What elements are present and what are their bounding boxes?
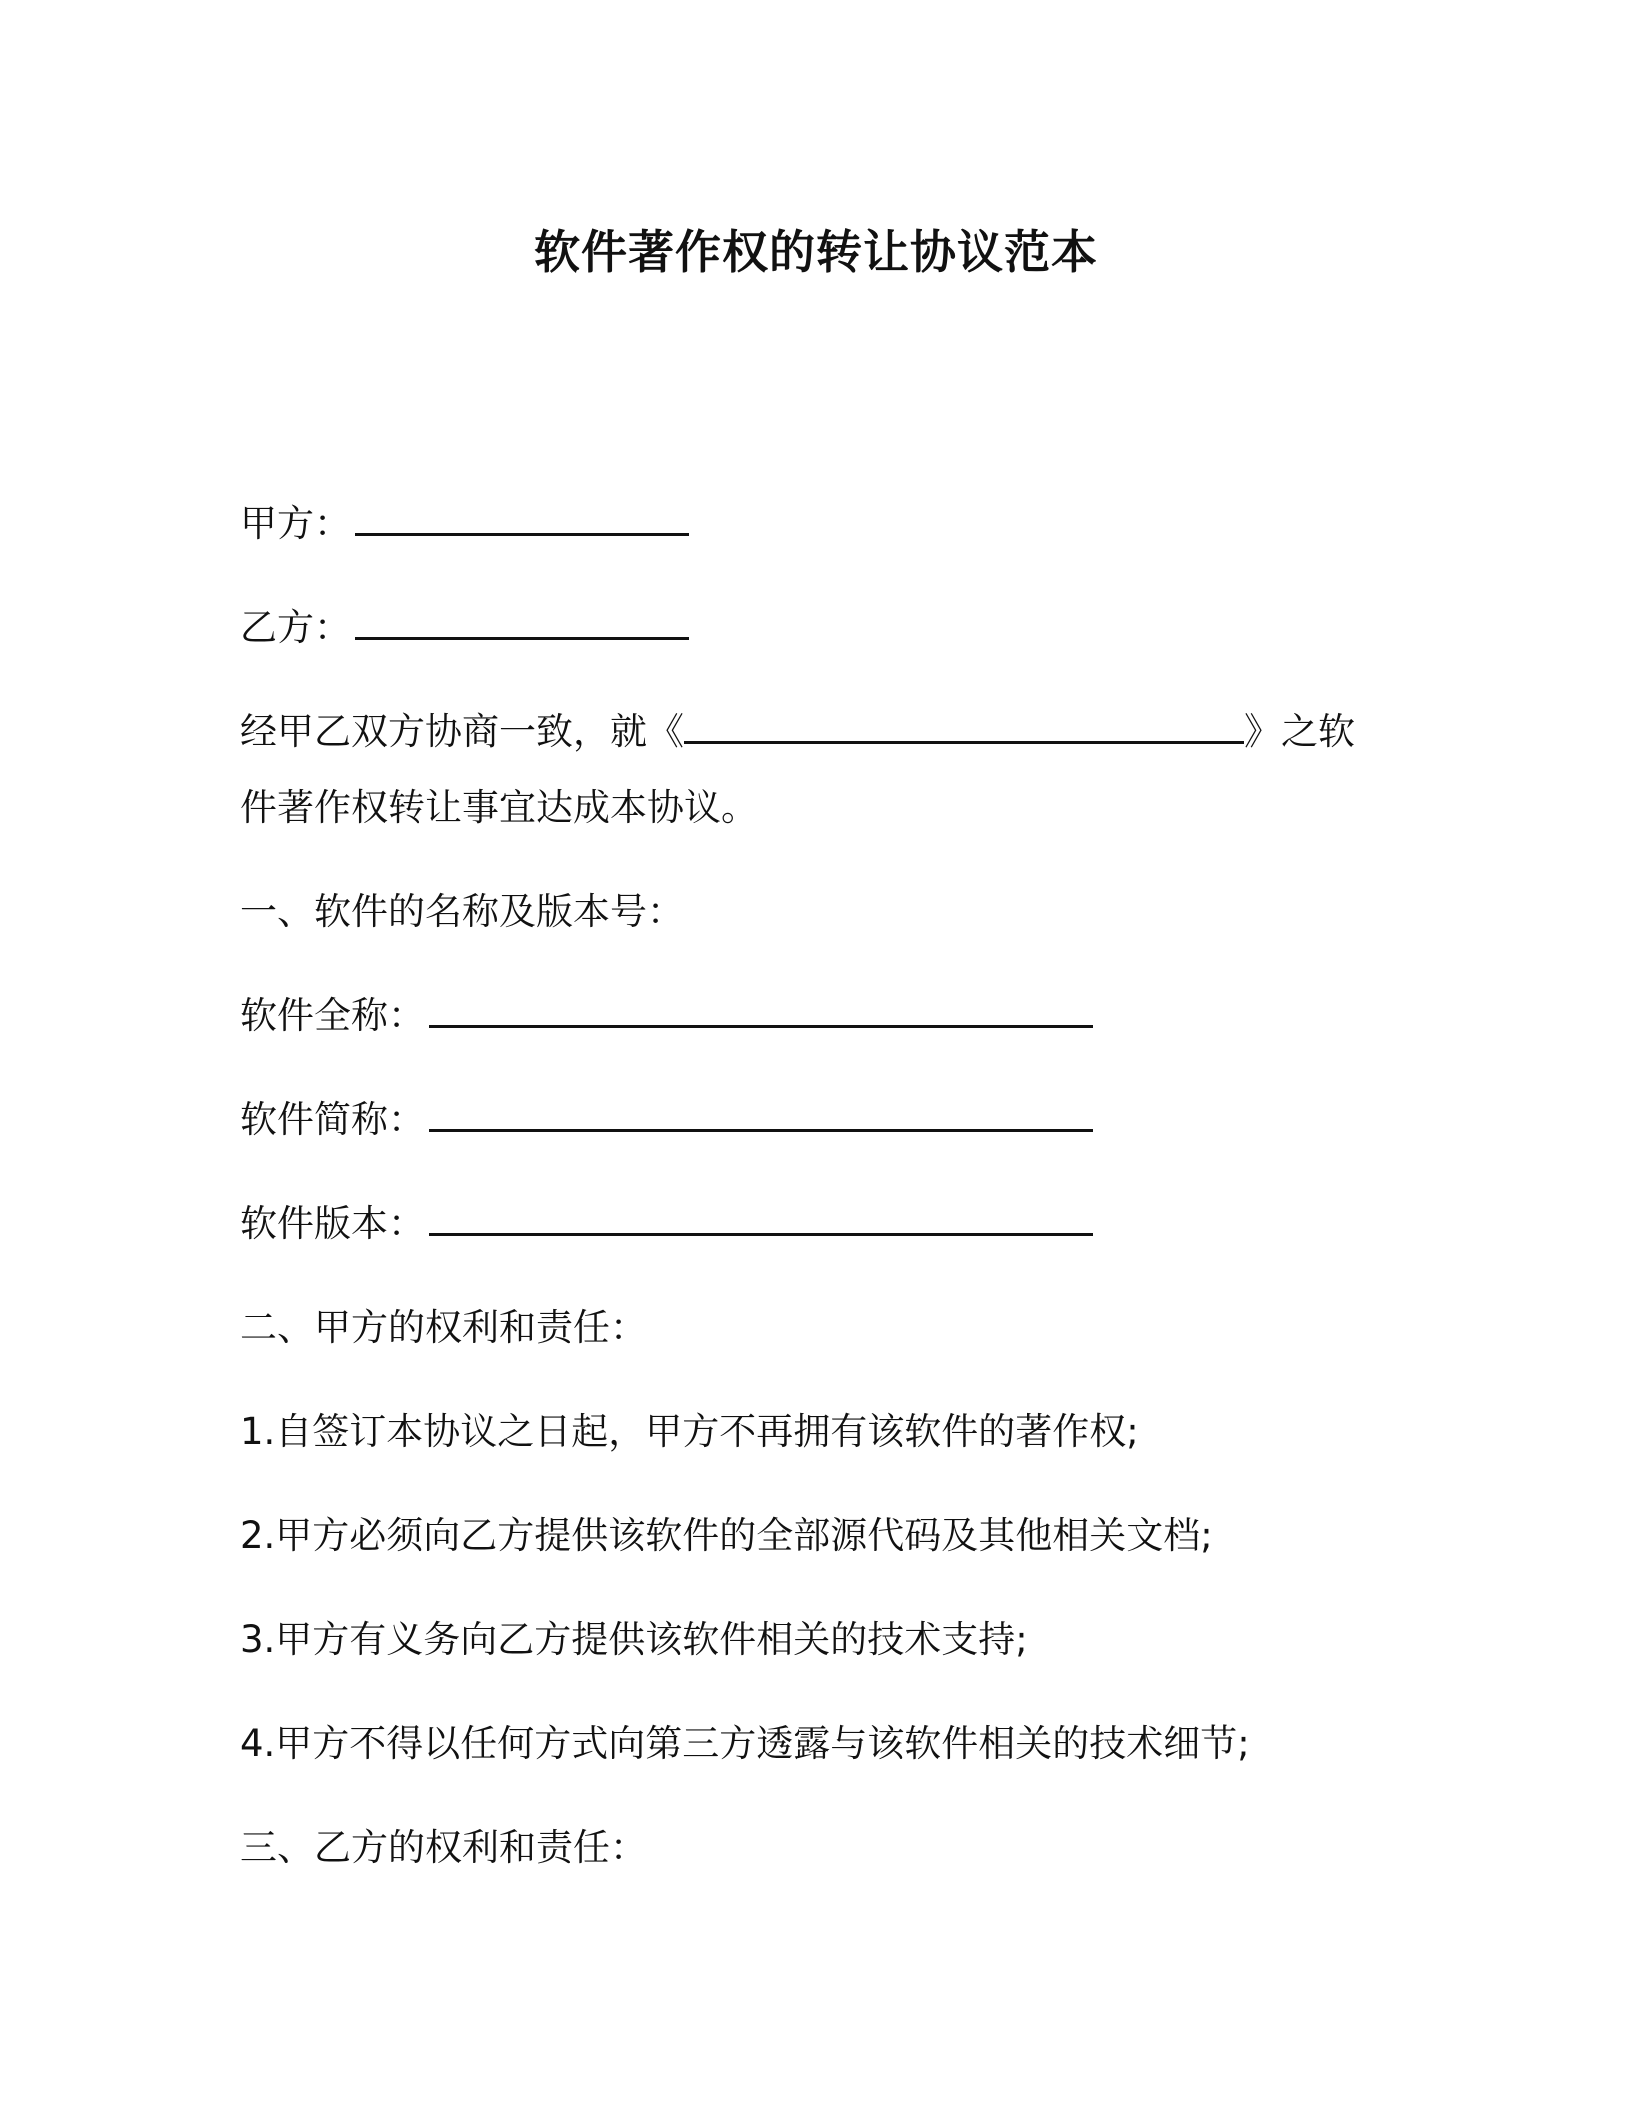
- party-b-line: [240, 602, 689, 654]
- party-a-label: 甲方：: [240, 502, 351, 545]
- section-2-item: 1.自签订本协议之日起，甲方不再拥有该软件的著作权;: [240, 1410, 1139, 1453]
- software-short-name-line: [240, 1094, 1093, 1146]
- software-title-blank[interactable]: [684, 740, 1244, 744]
- intro-line-1: [240, 706, 1355, 758]
- party-a-blank[interactable]: [355, 532, 689, 536]
- section-2-heading: 二、甲方的权利和责任：: [240, 1306, 647, 1349]
- intro-line-2: 件著作权转让事宜达成本协议。: [240, 786, 758, 829]
- section-2-item: 2.甲方必须向乙方提供该软件的全部源代码及其他相关文档;: [240, 1514, 1213, 1557]
- software-version-line: [240, 1198, 1093, 1250]
- party-a-line: [240, 498, 689, 550]
- party-b-blank[interactable]: [355, 636, 689, 640]
- document-title: 软件著作权的转让协议范本: [534, 225, 1098, 279]
- software-short-name-label: 软件简称：: [240, 1098, 425, 1141]
- software-version-blank[interactable]: [429, 1232, 1093, 1236]
- software-full-name-blank[interactable]: [429, 1024, 1093, 1028]
- intro-suffix: 》之软: [1244, 710, 1355, 753]
- software-version-label: 软件版本：: [240, 1202, 425, 1245]
- intro-prefix: 经甲乙双方协商一致，就《: [240, 710, 684, 753]
- software-full-name-label: 软件全称：: [240, 994, 425, 1037]
- software-short-name-blank[interactable]: [429, 1128, 1093, 1132]
- software-full-name-line: [240, 990, 1093, 1042]
- section-2-item: 3.甲方有义务向乙方提供该软件相关的技术支持;: [240, 1618, 1028, 1661]
- party-b-label: 乙方：: [240, 606, 351, 649]
- section-2-item: 4.甲方不得以任何方式向第三方透露与该软件相关的技术细节;: [240, 1722, 1250, 1765]
- section-3-heading: 三、乙方的权利和责任：: [240, 1826, 647, 1869]
- section-1-heading: 一、软件的名称及版本号：: [240, 890, 684, 933]
